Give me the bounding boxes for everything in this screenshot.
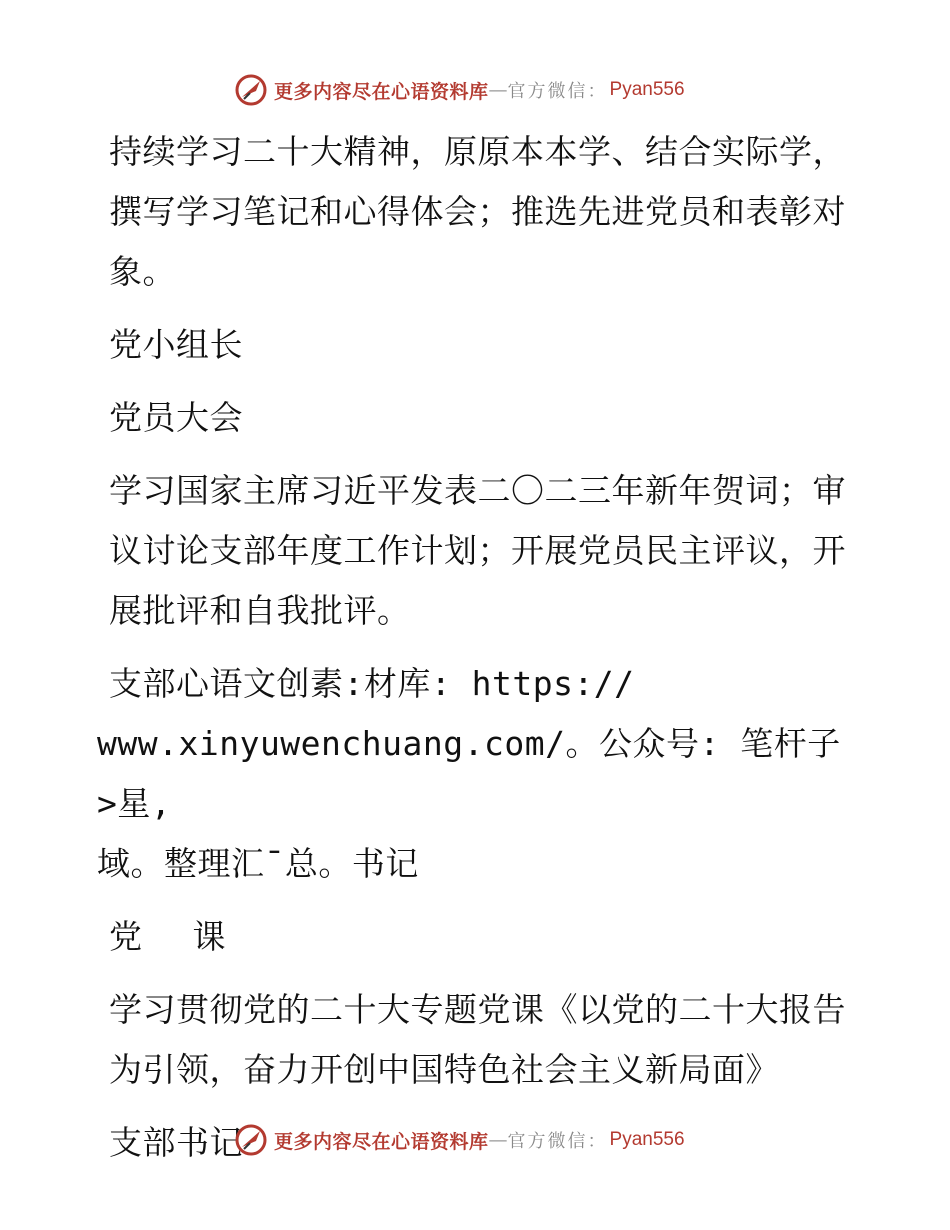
quill-logo-icon (234, 73, 268, 107)
paragraph-party-lesson (97, 907, 857, 967)
banner-separator: — (488, 1129, 508, 1151)
quill-logo-icon (234, 1123, 268, 1157)
party-lesson-char-1: 党 (109, 917, 143, 956)
paragraph-group-leader: 党小组长 (109, 325, 243, 364)
paragraph-study-content: 持续学习二十大精神，原原本本学、结合实际学，撰写学习笔记和心得体会；推选先进党员和表彰对象。 (109, 132, 846, 291)
source-line-2: www.xinyuwenchuang.com/。公众号: 笔杆子>星, (97, 724, 841, 823)
party-lesson-char-2: 课 (192, 917, 226, 956)
banner-official-label: 官方微信： (507, 81, 608, 102)
source-line-1: 支部心语文创素:材库: https:// (109, 664, 635, 703)
banner-official-label: 官方微信： (507, 1131, 608, 1152)
source-line-3: 域。整理汇¯总。书记 (97, 844, 419, 883)
paragraph-meeting-content: 学习国家主席习近平发表二〇二三年新年贺词；审议讨论支部年度工作计划；开展党员民主评议，开展批评和自我批评。 (109, 471, 846, 630)
footer-banner (234, 1120, 685, 1160)
document-body (97, 122, 857, 1186)
paragraph-branch-secretary: 支部书记 (109, 1123, 243, 1162)
banner-text: 更多内容尽在心语资料库 (274, 1130, 489, 1153)
banner-account-id: Pyan556 (609, 79, 685, 100)
paragraph-member-meeting: 党员大会 (109, 398, 243, 437)
banner-separator: — (488, 79, 508, 101)
paragraph-source-note (97, 654, 857, 894)
paragraph-lesson-content: 学习贯彻党的二十大专题党课《以党的二十大报告为引领，奋力开创中国特色社会主义新局面》 (109, 990, 846, 1089)
header-banner (234, 70, 685, 110)
banner-account-id: Pyan556 (609, 1129, 685, 1150)
banner-text: 更多内容尽在心语资料库 (274, 80, 489, 103)
